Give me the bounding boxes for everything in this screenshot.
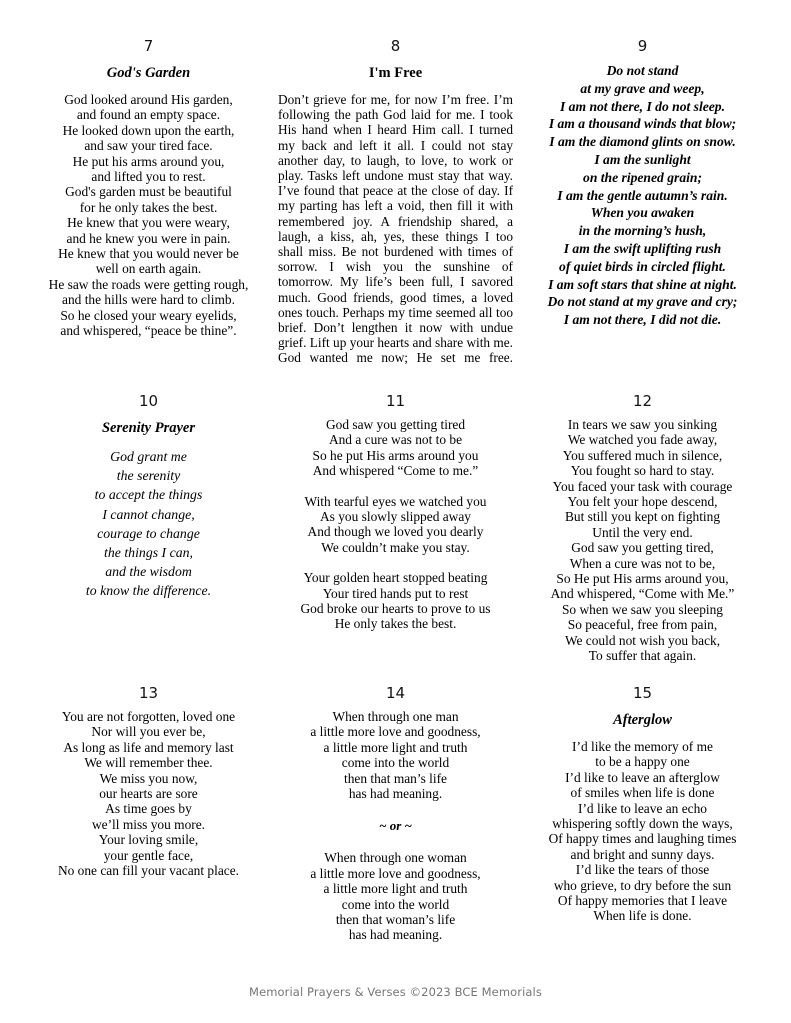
poem-line: come into the world — [341, 896, 450, 912]
poem-title: Afterglow — [613, 712, 672, 728]
poem-line: God saw you getting tired — [325, 417, 466, 432]
poem-line: We miss you now, — [99, 770, 198, 786]
poem-cell — [25, 391, 272, 683]
poem-cell — [272, 36, 519, 391]
poem-body — [25, 92, 272, 339]
poem-line: and the hills were hard to climb. — [62, 292, 235, 308]
poem-number: 12 — [632, 392, 653, 410]
poem-stanza — [519, 739, 766, 924]
poem-cell — [519, 683, 766, 959]
poem-line: the serenity — [116, 468, 181, 484]
poem-line: We watched you fade away, — [567, 432, 718, 448]
poem-line: of smiles when life is done — [570, 785, 715, 801]
poem-number: 13 — [138, 684, 159, 702]
poem-line: So peaceful, free from pain, — [567, 617, 718, 633]
poem-line: And though we loved you dearly — [307, 524, 484, 540]
poem-number: 8 — [390, 37, 401, 55]
poem-line: Do not stand — [606, 63, 679, 78]
poem-line: I am soft stars that shine at night. — [548, 276, 737, 292]
poem-line: I cannot change, — [102, 506, 195, 522]
poem-line: I am a thousand winds that blow; — [548, 116, 737, 132]
poem-cell — [519, 36, 766, 391]
poem-line: to be a happy one — [595, 754, 690, 770]
poem-line: You are not forgotten, loved one — [61, 709, 236, 724]
poem-line: Do not stand at my grave and cry; — [547, 294, 738, 310]
poem-line: God's garden must be beautiful — [65, 184, 232, 200]
poem-line: He only takes the best. — [334, 616, 457, 632]
poem-line: our hearts are sore — [99, 786, 198, 802]
poem-line: So when we saw you sleeping — [561, 601, 724, 617]
poem-line: Your golden heart stopped beating — [303, 570, 488, 586]
poem-stanza — [519, 62, 766, 329]
poem-line: I’d like to leave an afterglow — [565, 769, 720, 785]
poem-line: Of happy memories that I leave — [557, 893, 728, 909]
poem-line: and lifted you to rest. — [91, 169, 206, 185]
poem-line: I am the diamond glints on snow. — [549, 134, 736, 150]
poem-line: come into the world — [341, 755, 450, 771]
poem-stanza — [25, 447, 272, 601]
poem-line: and found an empty space. — [76, 107, 221, 123]
poem-body — [519, 417, 766, 664]
poem-line: and whispered, “peace be thine”. — [60, 323, 237, 339]
poem-line: of quiet birds in circled flight. — [559, 258, 726, 274]
poem-line: I am the sunlight — [594, 151, 691, 167]
poem-line: and bright and sunny days. — [570, 846, 715, 862]
poem-line: and saw your tired face. — [84, 138, 213, 154]
poem-line: has had meaning. — [348, 786, 443, 802]
poem-stanza — [272, 570, 519, 632]
poem-line: whispering softly down the ways, — [552, 816, 733, 832]
poem-line: Your loving smile, — [98, 832, 199, 848]
poem-stanza — [272, 709, 519, 801]
poem-line: But still you kept on fighting — [564, 509, 721, 525]
poem-title: I'm Free — [368, 65, 423, 81]
poem-line: So he put His arms around you — [312, 447, 479, 463]
poem-line: God looked around His garden, — [64, 92, 233, 107]
poem-line: has had meaning. — [348, 927, 443, 943]
poem-number: 11 — [385, 392, 406, 410]
poem-cell — [25, 683, 272, 959]
poem-line: I am the gentle autumn’s rain. — [557, 187, 728, 203]
poem-line: When life is done. — [593, 908, 692, 924]
poem-body: Don’t grieve for me, for now I’m free. I’m following the path God laid for me. I took His hand when I heard Him call. I turned my back and left it all. I could not stay another day, to laugh, to love, to work or play. Tasks left undone must stay that way. I’ve found that peace at the close of day. If my parting has left a void, then fill it with remembered joy. A friendship shared, a laugh, a kiss, ah, yes, these things I too shall miss. Be not burdened with times of sorrow. I wish you the sunshine of tomorrow. My life’s been full, I savored much. Good friends, good times, a loved ones touch. Perhaps my time seemed all too brief. Don’t lengthen it now with undue grief. Lift up your hearts and share with me. God wanted me now; He set me free. — [278, 92, 513, 366]
poem-line: And a cure was not to be — [328, 432, 463, 448]
poem-number: 9 — [637, 37, 648, 55]
poem-line: He saw the roads were getting rough, — [48, 276, 249, 292]
poem-line: on the ripened grain; — [583, 169, 702, 185]
poem-title: Serenity Prayer — [101, 420, 196, 436]
poem-line: When you awaken — [590, 205, 695, 221]
poem-line: God saw you getting tired, — [571, 540, 714, 556]
poem-line: No one can fill your vacant place. — [57, 863, 240, 879]
poem-body — [25, 447, 272, 601]
poem-body — [519, 739, 766, 924]
poem-line: In tears we saw you sinking — [567, 417, 718, 432]
poem-line: a little more love and goodness, — [310, 724, 481, 740]
poem-cell — [272, 683, 519, 959]
poem-line: Your tired hands put to rest — [322, 585, 469, 601]
poem-line: As time goes by — [105, 801, 192, 817]
poem-line: And whispered “Come to me.” — [312, 463, 479, 479]
poem-line: So he closed your weary eyelids, — [60, 307, 237, 323]
poem-line: You felt your hope descend, — [567, 494, 718, 510]
poem-number: 10 — [138, 392, 159, 410]
poem-line: I am not there, I did not die. — [563, 312, 722, 328]
poem-line: To suffer that again. — [588, 648, 697, 664]
poem-line: I’d like the memory of me — [572, 739, 713, 754]
poem-line: God broke our hearts to prove to us — [300, 601, 491, 617]
poem-line: in the morning’s hush, — [578, 223, 707, 239]
poem-line: We will remember thee. — [84, 755, 213, 771]
poem-body — [519, 62, 766, 329]
poem-line: And whispered, “Come with Me.” — [550, 586, 735, 602]
poem-line: He looked down upon the earth, — [62, 122, 235, 138]
poem-cell — [25, 36, 272, 391]
poem-line: a little more light and truth — [323, 881, 468, 897]
poem-line: He knew that you were weary, — [67, 215, 230, 231]
poem-line: I’d like to leave an echo — [577, 800, 707, 816]
poem-line: courage to change — [97, 525, 200, 541]
poem-line: to know the difference. — [85, 583, 212, 599]
poem-line: who grieve, to dry before the sun — [553, 877, 732, 893]
poem-line: at my grave and weep, — [580, 80, 705, 96]
poem-cell — [272, 391, 519, 683]
poem-line: God grant me — [110, 449, 187, 464]
poem-stanza — [519, 417, 766, 664]
poem-line: As you slowly slipped away — [319, 509, 471, 525]
poem-line: and he knew you were in pain. — [66, 230, 231, 246]
poem-body — [272, 709, 519, 943]
poem-line: When through one man — [332, 709, 459, 724]
poem-stanza — [272, 494, 519, 556]
poem-line: for he only takes the best. — [79, 199, 218, 215]
poem-line: He put his arms around you, — [72, 153, 225, 169]
poem-number: 7 — [143, 37, 154, 55]
poem-line: He knew that you would never be — [58, 246, 239, 262]
poem-body — [25, 709, 272, 878]
poem-line: We could not wish you back, — [564, 632, 721, 648]
poem-stanza — [272, 850, 519, 942]
poem-line: then that woman’s life — [335, 912, 456, 928]
poem-body — [272, 417, 519, 632]
poem-line: Nor will you ever be, — [91, 724, 206, 740]
poem-stanza — [25, 709, 272, 878]
poem-line: Of happy times and laughing times — [548, 831, 737, 847]
poem-title: God's Garden — [106, 65, 191, 81]
poem-line: I’d like the tears of those — [575, 862, 710, 878]
poem-line: and the wisdom — [105, 564, 192, 580]
poem-number: 15 — [632, 684, 653, 702]
poem-line: As long as life and memory last — [63, 739, 234, 755]
poem-cell — [519, 391, 766, 683]
poem-line: a little more love and goodness, — [310, 865, 481, 881]
poem-line: your gentle face, — [103, 847, 194, 863]
poem-line: We couldn’t make you stay. — [321, 539, 470, 555]
poem-line: With tearful eyes we watched you — [304, 493, 487, 509]
stanza-separator: ~ or ~ — [379, 818, 412, 834]
poem-stanza — [272, 417, 519, 479]
poem-line: You fought so hard to stay. — [570, 463, 715, 479]
poem-line: I am not there, I do not sleep. — [559, 98, 726, 114]
poem-line: When a cure was not to be, — [569, 555, 716, 571]
poem-line: then that man’s life — [343, 770, 447, 786]
poem-number: 14 — [385, 684, 406, 702]
poem-line: we’ll miss you more. — [91, 816, 206, 832]
poem-stanza — [25, 92, 272, 339]
poem-line: the things I can, — [104, 545, 193, 561]
poem-line: You faced your task with courage — [552, 478, 733, 494]
poem-line: a little more light and truth — [323, 739, 468, 755]
poem-line: to accept the things — [94, 487, 203, 503]
poem-line: Until the very end. — [592, 524, 693, 540]
poem-line: well on earth again. — [95, 261, 202, 277]
poem-line: When through one woman — [324, 850, 467, 866]
poem-line: So He put His arms around you, — [556, 571, 729, 587]
poem-line: You suffered much in silence, — [562, 447, 723, 463]
poem-line: I am the swift uplifting rush — [563, 240, 722, 256]
page-footer: Memorial Prayers & Verses ©2023 BCE Memorials — [249, 985, 542, 999]
